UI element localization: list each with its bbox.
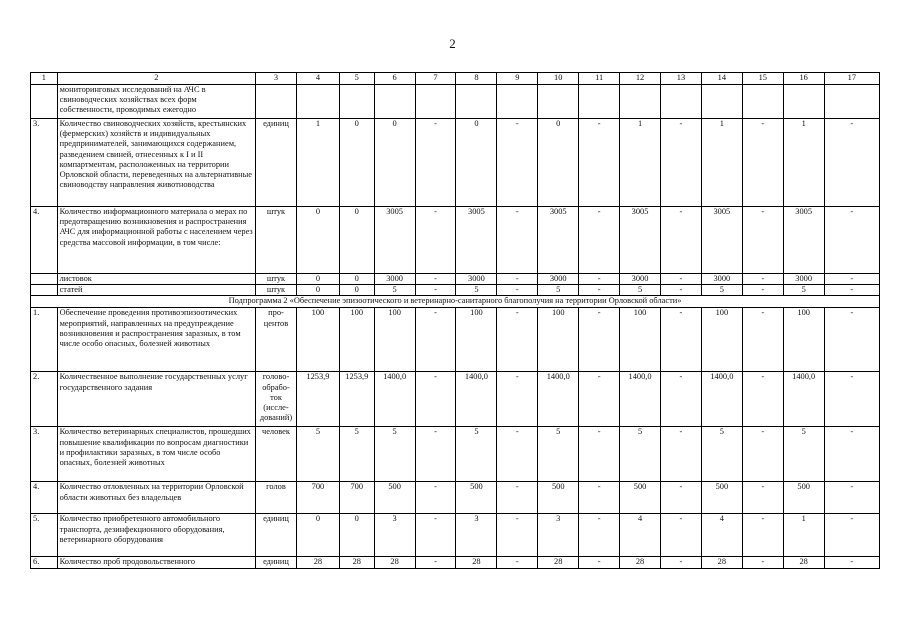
value-cell: -	[415, 557, 456, 568]
table-row	[31, 207, 880, 274]
unit: голов	[256, 482, 297, 514]
unit: про-центов	[256, 308, 297, 372]
value-cell: 1400,0	[701, 372, 742, 427]
value-cell	[415, 85, 456, 119]
value-cell	[824, 85, 879, 119]
value-cell	[701, 85, 742, 119]
row-number: 4.	[31, 207, 58, 274]
value-cell	[497, 85, 538, 119]
indicator-name: Количество приобретенного автомобильного транспорта, дезинфекционного оборудования, ветеринарного оборудования	[57, 514, 255, 557]
value-cell: -	[415, 482, 456, 514]
value-cell: 0	[339, 285, 374, 296]
value-cell: -	[497, 119, 538, 207]
value-cell: 1400,0	[620, 372, 661, 427]
value-cell: 3005	[456, 207, 497, 274]
column-header: 5	[339, 73, 374, 85]
value-cell: -	[497, 427, 538, 482]
row-number: 2.	[31, 372, 58, 427]
value-cell: -	[579, 207, 620, 274]
value-cell: 5	[456, 427, 497, 482]
unit: штук	[256, 274, 297, 285]
value-cell: -	[497, 557, 538, 568]
value-cell: 28	[538, 557, 579, 568]
value-cell: 1	[783, 119, 824, 207]
value-cell: -	[661, 557, 702, 568]
table-row	[31, 557, 880, 568]
table-row	[31, 372, 880, 427]
column-header: 6	[374, 73, 415, 85]
value-cell: -	[661, 514, 702, 557]
value-cell: -	[415, 427, 456, 482]
value-cell: 700	[296, 482, 339, 514]
value-cell: 0	[374, 119, 415, 207]
indicator-name: мониторинговых исследований на АЧС в свиноводческих хозяйствах всех форм собственности, проводимых ежегодно	[57, 85, 255, 119]
indicator-name: листовок	[57, 274, 255, 285]
value-cell: 3	[538, 514, 579, 557]
value-cell: -	[742, 427, 783, 482]
row-number: 3.	[31, 427, 58, 482]
value-cell: 3005	[538, 207, 579, 274]
unit: единиц	[256, 119, 297, 207]
value-cell: 3005	[701, 207, 742, 274]
value-cell: 3000	[701, 274, 742, 285]
value-cell: -	[824, 514, 879, 557]
value-cell: 4	[701, 514, 742, 557]
value-cell: 700	[339, 482, 374, 514]
value-cell: 3000	[456, 274, 497, 285]
value-cell	[296, 85, 339, 119]
row-number	[31, 285, 58, 296]
value-cell: -	[497, 207, 538, 274]
value-cell: 1400,0	[374, 372, 415, 427]
value-cell: 28	[296, 557, 339, 568]
value-cell: 0	[456, 119, 497, 207]
value-cell	[783, 85, 824, 119]
row-number: 1.	[31, 308, 58, 372]
value-cell: 3005	[783, 207, 824, 274]
unit	[256, 85, 297, 119]
value-cell: 5	[783, 285, 824, 296]
value-cell: 5	[701, 285, 742, 296]
value-cell: 1	[783, 514, 824, 557]
value-cell: 1253,9	[296, 372, 339, 427]
value-cell: 3005	[620, 207, 661, 274]
column-header: 8	[456, 73, 497, 85]
value-cell: -	[661, 427, 702, 482]
value-cell: 0	[339, 274, 374, 285]
value-cell: 28	[783, 557, 824, 568]
table-row	[31, 274, 880, 285]
column-header: 14	[701, 73, 742, 85]
row-number: 5.	[31, 514, 58, 557]
column-header: 9	[497, 73, 538, 85]
value-cell: 5	[296, 427, 339, 482]
value-cell: 5	[374, 285, 415, 296]
value-cell: -	[579, 514, 620, 557]
value-cell: 28	[620, 557, 661, 568]
value-cell: 100	[456, 308, 497, 372]
row-number: 3.	[31, 119, 58, 207]
value-cell: -	[415, 308, 456, 372]
value-cell: 5	[783, 427, 824, 482]
value-cell: -	[415, 119, 456, 207]
indicator-name: Количественное выполнение государственных услуг государственного задания	[57, 372, 255, 427]
value-cell: -	[824, 308, 879, 372]
value-cell: 5	[538, 427, 579, 482]
value-cell: 28	[374, 557, 415, 568]
column-header: 16	[783, 73, 824, 85]
value-cell: -	[579, 274, 620, 285]
unit: человек	[256, 427, 297, 482]
value-cell: 0	[339, 207, 374, 274]
value-cell: -	[579, 119, 620, 207]
value-cell: 4	[620, 514, 661, 557]
value-cell: 500	[456, 482, 497, 514]
unit: единиц	[256, 557, 297, 568]
value-cell: 28	[339, 557, 374, 568]
value-cell: -	[742, 482, 783, 514]
column-header: 12	[620, 73, 661, 85]
value-cell: 100	[620, 308, 661, 372]
value-cell	[374, 85, 415, 119]
value-cell: -	[579, 308, 620, 372]
value-cell	[579, 85, 620, 119]
value-cell: -	[579, 482, 620, 514]
value-cell: -	[824, 274, 879, 285]
value-cell: 5	[456, 285, 497, 296]
value-cell	[339, 85, 374, 119]
value-cell: -	[824, 207, 879, 274]
value-cell: 3000	[783, 274, 824, 285]
value-cell: 500	[538, 482, 579, 514]
value-cell: 5	[374, 427, 415, 482]
value-cell: -	[497, 372, 538, 427]
value-cell: 1	[701, 119, 742, 207]
value-cell: -	[824, 372, 879, 427]
value-cell: 500	[374, 482, 415, 514]
subprogram-row	[31, 296, 880, 308]
value-cell: -	[415, 514, 456, 557]
value-cell: -	[742, 285, 783, 296]
value-cell: 5	[538, 285, 579, 296]
value-cell: 500	[783, 482, 824, 514]
column-header: 10	[538, 73, 579, 85]
value-cell: 3000	[374, 274, 415, 285]
value-cell: -	[824, 285, 879, 296]
value-cell: 5	[701, 427, 742, 482]
value-cell: -	[497, 482, 538, 514]
value-cell: 3	[456, 514, 497, 557]
value-cell: 28	[701, 557, 742, 568]
value-cell: 3000	[538, 274, 579, 285]
value-cell: -	[742, 207, 783, 274]
value-cell: 100	[538, 308, 579, 372]
value-cell: 0	[296, 514, 339, 557]
value-cell: -	[661, 308, 702, 372]
row-number: 6.	[31, 557, 58, 568]
value-cell: -	[661, 207, 702, 274]
value-cell: 1400,0	[783, 372, 824, 427]
value-cell: -	[497, 274, 538, 285]
indicator-name: Количество свиноводческих хозяйств, крестьянских (фермерских) хозяйств и индивидуальных предпринимателей, занимающихся содержанием, разведением свиней, отнесенных к I и II компартментам, расположенных на территории Орловской области, переведенных на альтернативные свиноводству направления животноводства	[57, 119, 255, 207]
indicator-name: Количество отловленных на территории Орловской области животных без владельцев	[57, 482, 255, 514]
value-cell: -	[742, 308, 783, 372]
row-number	[31, 274, 58, 285]
indicator-name: Количество проб продовольственного	[57, 557, 255, 568]
value-cell: -	[824, 482, 879, 514]
value-cell: 1	[296, 119, 339, 207]
column-header: 1	[31, 73, 58, 85]
value-cell: 1	[620, 119, 661, 207]
value-cell: 0	[296, 207, 339, 274]
value-cell: 3005	[374, 207, 415, 274]
value-cell: 1253,9	[339, 372, 374, 427]
table-row	[31, 285, 880, 296]
value-cell: -	[497, 514, 538, 557]
value-cell: 1400,0	[456, 372, 497, 427]
value-cell: 100	[783, 308, 824, 372]
value-cell: -	[579, 372, 620, 427]
column-header: 2	[57, 73, 255, 85]
unit: единиц	[256, 514, 297, 557]
indicator-name: Количество ветеринарных специалистов, прошедших повышение квалификации по вопросам диагностики и профилактики заразных, в том числе особо опасных, болезней животных	[57, 427, 255, 482]
value-cell	[538, 85, 579, 119]
value-cell: -	[415, 274, 456, 285]
value-cell: 100	[701, 308, 742, 372]
value-cell: -	[497, 285, 538, 296]
value-cell	[456, 85, 497, 119]
value-cell: 5	[620, 427, 661, 482]
column-header: 11	[579, 73, 620, 85]
value-cell: -	[742, 274, 783, 285]
value-cell: 500	[620, 482, 661, 514]
value-cell: -	[742, 514, 783, 557]
value-cell: 100	[296, 308, 339, 372]
table-row	[31, 119, 880, 207]
table-row	[31, 482, 880, 514]
value-cell: -	[661, 482, 702, 514]
column-header: 15	[742, 73, 783, 85]
value-cell	[661, 85, 702, 119]
value-cell: 3	[374, 514, 415, 557]
table-row	[31, 427, 880, 482]
indicator-name: статей	[57, 285, 255, 296]
value-cell: -	[661, 372, 702, 427]
value-cell: 0	[339, 119, 374, 207]
table-row	[31, 85, 880, 119]
value-cell: -	[415, 372, 456, 427]
value-cell: 5	[620, 285, 661, 296]
value-cell: -	[661, 274, 702, 285]
unit: голово-обрабо-ток (иссле-дований)	[256, 372, 297, 427]
indicators-table	[30, 72, 880, 569]
column-header: 3	[256, 73, 297, 85]
value-cell: -	[415, 207, 456, 274]
value-cell: -	[579, 427, 620, 482]
subprogram-title: Подпрограмма 2 «Обеспечение эпизоотического и ветеринарно-санитарного благополучия на территории Орловской области»	[31, 296, 880, 308]
value-cell: -	[661, 285, 702, 296]
page-number: 2	[449, 36, 456, 51]
value-cell: -	[824, 119, 879, 207]
row-number: 4.	[31, 482, 58, 514]
value-cell: 5	[339, 427, 374, 482]
unit: штук	[256, 285, 297, 296]
value-cell: 0	[296, 274, 339, 285]
value-cell: 0	[296, 285, 339, 296]
table-row	[31, 308, 880, 372]
row-number	[31, 85, 58, 119]
value-cell: 500	[701, 482, 742, 514]
value-cell: -	[742, 119, 783, 207]
column-header: 4	[296, 73, 339, 85]
value-cell: -	[742, 557, 783, 568]
value-cell: -	[824, 427, 879, 482]
indicator-name: Количество информационного материала о мерах по предотвращению возникновения и распространения АЧС для информационной работы с населением через средства массовой информации, в том числе:	[57, 207, 255, 274]
column-header: 13	[661, 73, 702, 85]
value-cell: -	[497, 308, 538, 372]
value-cell: 100	[374, 308, 415, 372]
value-cell	[742, 85, 783, 119]
value-cell: -	[415, 285, 456, 296]
indicator-name: Обеспечение проведения противоэпизоотических мероприятий, направленных на предупреждение возникновения и распространения заразных, в том числе особо опасных, болезней животных	[57, 308, 255, 372]
value-cell: -	[579, 557, 620, 568]
value-cell: 1400,0	[538, 372, 579, 427]
value-cell: -	[742, 372, 783, 427]
value-cell: 28	[456, 557, 497, 568]
table-row	[31, 514, 880, 557]
value-cell: -	[824, 557, 879, 568]
value-cell: 0	[538, 119, 579, 207]
unit: штук	[256, 207, 297, 274]
header-row	[31, 73, 880, 85]
value-cell: -	[579, 285, 620, 296]
value-cell: -	[661, 119, 702, 207]
value-cell: 0	[339, 514, 374, 557]
column-header: 17	[824, 73, 879, 85]
value-cell: 100	[339, 308, 374, 372]
column-header: 7	[415, 73, 456, 85]
value-cell: 3000	[620, 274, 661, 285]
value-cell	[620, 85, 661, 119]
